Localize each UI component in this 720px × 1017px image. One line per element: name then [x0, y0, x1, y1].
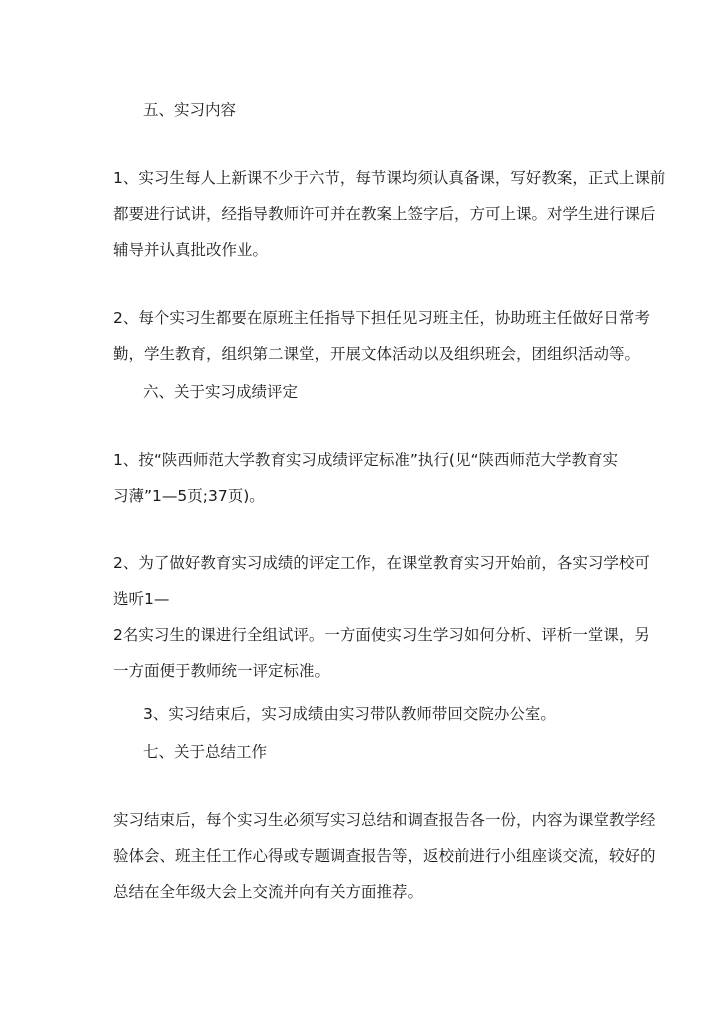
paragraph-line: 2、为了做好教育实习成绩的评定工作，在课堂教育实习开始前，各实习学校可 [113, 554, 650, 572]
paragraph-line: 1、按“陕西师范大学教育实习成绩评定标准”执行(见“陕西师范大学教育实 [113, 451, 619, 469]
paragraph-line: 2、每个实习生都要在原班主任指导下担任见习班主任，协助班主任做好日常考 [113, 309, 650, 327]
paragraph-line: 验体会、班主任工作心得或专题调查报告等，返校前进行小组座谈交流，较好的 [113, 847, 656, 865]
section-heading-summary-work: 七、关于总结工作 [143, 743, 268, 761]
paragraph-line: 选听1— [113, 590, 170, 608]
section-heading-grade-evaluation: 六、关于实习成绩评定 [143, 383, 299, 401]
paragraph-line: 习薄”1—5页;37页)。 [113, 487, 265, 505]
paragraph-line: 3、实习结束后，实习成绩由实习带队教师带回交院办公室。 [143, 705, 556, 723]
paragraph-line: 都要进行试讲，经指导教师许可并在教案上签字后，方可上课。对学生进行课后 [113, 205, 656, 223]
section-heading-practice-content: 五、实习内容 [143, 101, 237, 119]
paragraph-line: 勤，学生教育，组织第二课堂，开展文体活动以及组织班会，团组织活动等。 [113, 345, 641, 363]
paragraph-line: 实习结束后，每个实习生必须写实习总结和调查报告各一份，内容为课堂教学经 [113, 811, 656, 829]
paragraph-line: 一方面便于教师统一评定标准。 [113, 662, 331, 680]
paragraph-line: 2名实习生的课进行全组试评。一方面使实习生学习如何分析、评析一堂课，另 [113, 626, 650, 644]
paragraph-line: 总结在全年级大会上交流并向有关方面推荐。 [113, 883, 424, 901]
paragraph-line: 1、实习生每人上新课不少于六节，每节课均须认真备课，写好教案，正式上课前 [113, 169, 666, 187]
paragraph-line: 辅导并认真批改作业。 [113, 241, 269, 259]
